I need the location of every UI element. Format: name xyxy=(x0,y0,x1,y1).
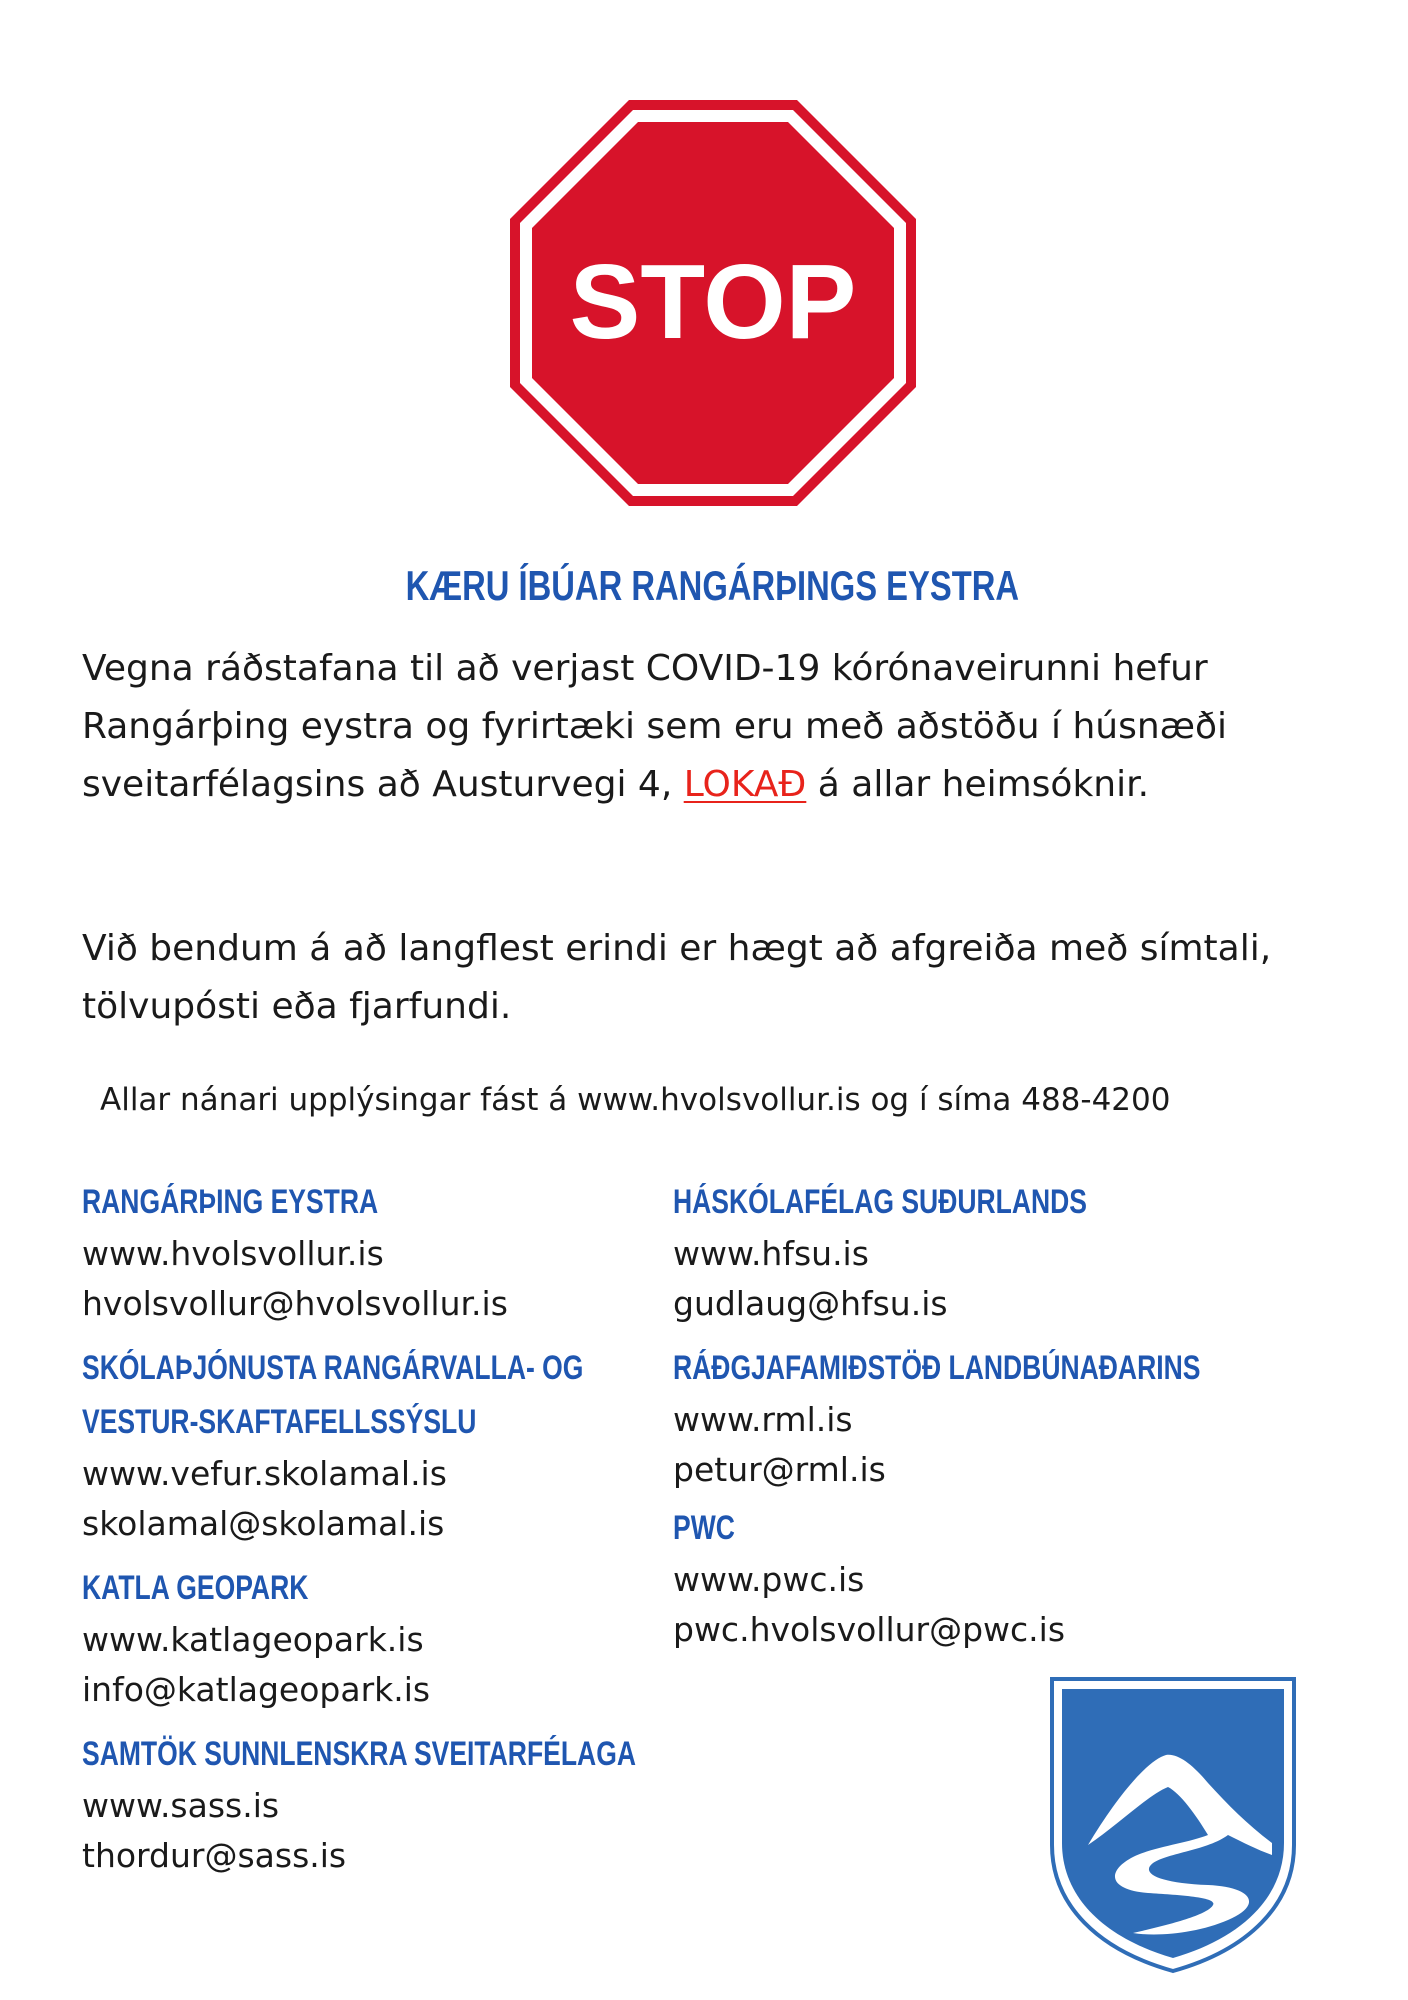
org-email-link[interactable]: hvolsvollur@hvolsvollur.is xyxy=(82,1284,508,1323)
org-email-link[interactable]: info@katlageopark.is xyxy=(82,1670,431,1709)
contacts-right-column xyxy=(673,1175,1313,1667)
org-name: HÁSKÓLAFÉLAG SUÐURLANDS xyxy=(673,1183,1088,1221)
org-email-link[interactable]: petur@rml.is xyxy=(673,1450,886,1489)
org-website-link[interactable]: www.hfsu.is xyxy=(673,1234,869,1273)
org-name: SKÓLAÞJÓNUSTA RANGÁRVALLA- OG xyxy=(82,1349,584,1387)
org-email-link[interactable]: thordur@sass.is xyxy=(82,1836,347,1875)
org-name: PWC xyxy=(673,1509,735,1547)
contact-advice: Við bendum á að langflest erindi er hægt að afgreiða með símtali, tölvupósti eða fjarfundi. xyxy=(82,928,1272,1027)
org-name: RÁÐGJAFAMIÐSTÖÐ LANDBÚNAÐARINS xyxy=(673,1349,1201,1387)
stop-sign-icon xyxy=(510,100,916,506)
closure-notice xyxy=(82,640,1352,814)
org-website-link[interactable]: www.katlageopark.is xyxy=(82,1620,424,1659)
contact-hfsu xyxy=(673,1175,1313,1329)
contact-pwc xyxy=(673,1501,1313,1655)
page-heading: KÆRU ÍBÚAR RANGÁRÞINGS EYSTRA xyxy=(405,562,1020,609)
org-website-link[interactable]: www.hvolsvollur.is xyxy=(82,1234,384,1273)
org-website-link[interactable]: www.rml.is xyxy=(673,1400,853,1439)
closure-notice-text: Vegna ráðstafana til að verjast COVID-19 kórónaveirunni hefur Rangárþing eystra og fyrirtæki sem eru með aðstöðu í húsnæði sveitarfélagsins að Austurvegi 4, xyxy=(82,648,1228,805)
org-email-link[interactable]: skolamal@skolamal.is xyxy=(82,1504,445,1543)
org-website-link[interactable]: www.sass.is xyxy=(82,1786,280,1825)
closure-notice-tail: á allar heimsóknir. xyxy=(806,764,1150,805)
org-name: KATLA GEOPARK xyxy=(82,1569,309,1607)
contact-rml xyxy=(673,1341,1313,1495)
org-name-continued: VESTUR-SKAFTAFELLSSÝSLU xyxy=(82,1403,477,1441)
org-email-link[interactable]: pwc.hvolsvollur@pwc.is xyxy=(673,1610,1066,1649)
stop-sign-text: STOP xyxy=(569,243,857,361)
contacts-left-column xyxy=(82,1175,722,1893)
org-website-link[interactable]: www.pwc.is xyxy=(673,1560,865,1599)
org-website-link[interactable]: www.vefur.skolamal.is xyxy=(82,1454,447,1493)
org-name: RANGÁRÞING EYSTRA xyxy=(82,1183,379,1221)
org-name: SAMTÖK SUNNLENSKRA SVEITARFÉLAGA xyxy=(82,1735,636,1773)
municipal-crest-icon xyxy=(1048,1675,1298,1975)
info-line: Allar nánari upplýsingar fást á www.hvolsvollur.is og í síma 488-4200 xyxy=(100,1082,1171,1118)
contact-sass xyxy=(82,1727,722,1881)
closed-emphasis: LOKAÐ xyxy=(683,764,807,805)
contact-rangarthing-eystra xyxy=(82,1175,722,1329)
contact-skolathjonusta xyxy=(82,1341,722,1549)
contact-katla-geopark xyxy=(82,1561,722,1715)
org-email-link[interactable]: gudlaug@hfsu.is xyxy=(673,1284,948,1323)
